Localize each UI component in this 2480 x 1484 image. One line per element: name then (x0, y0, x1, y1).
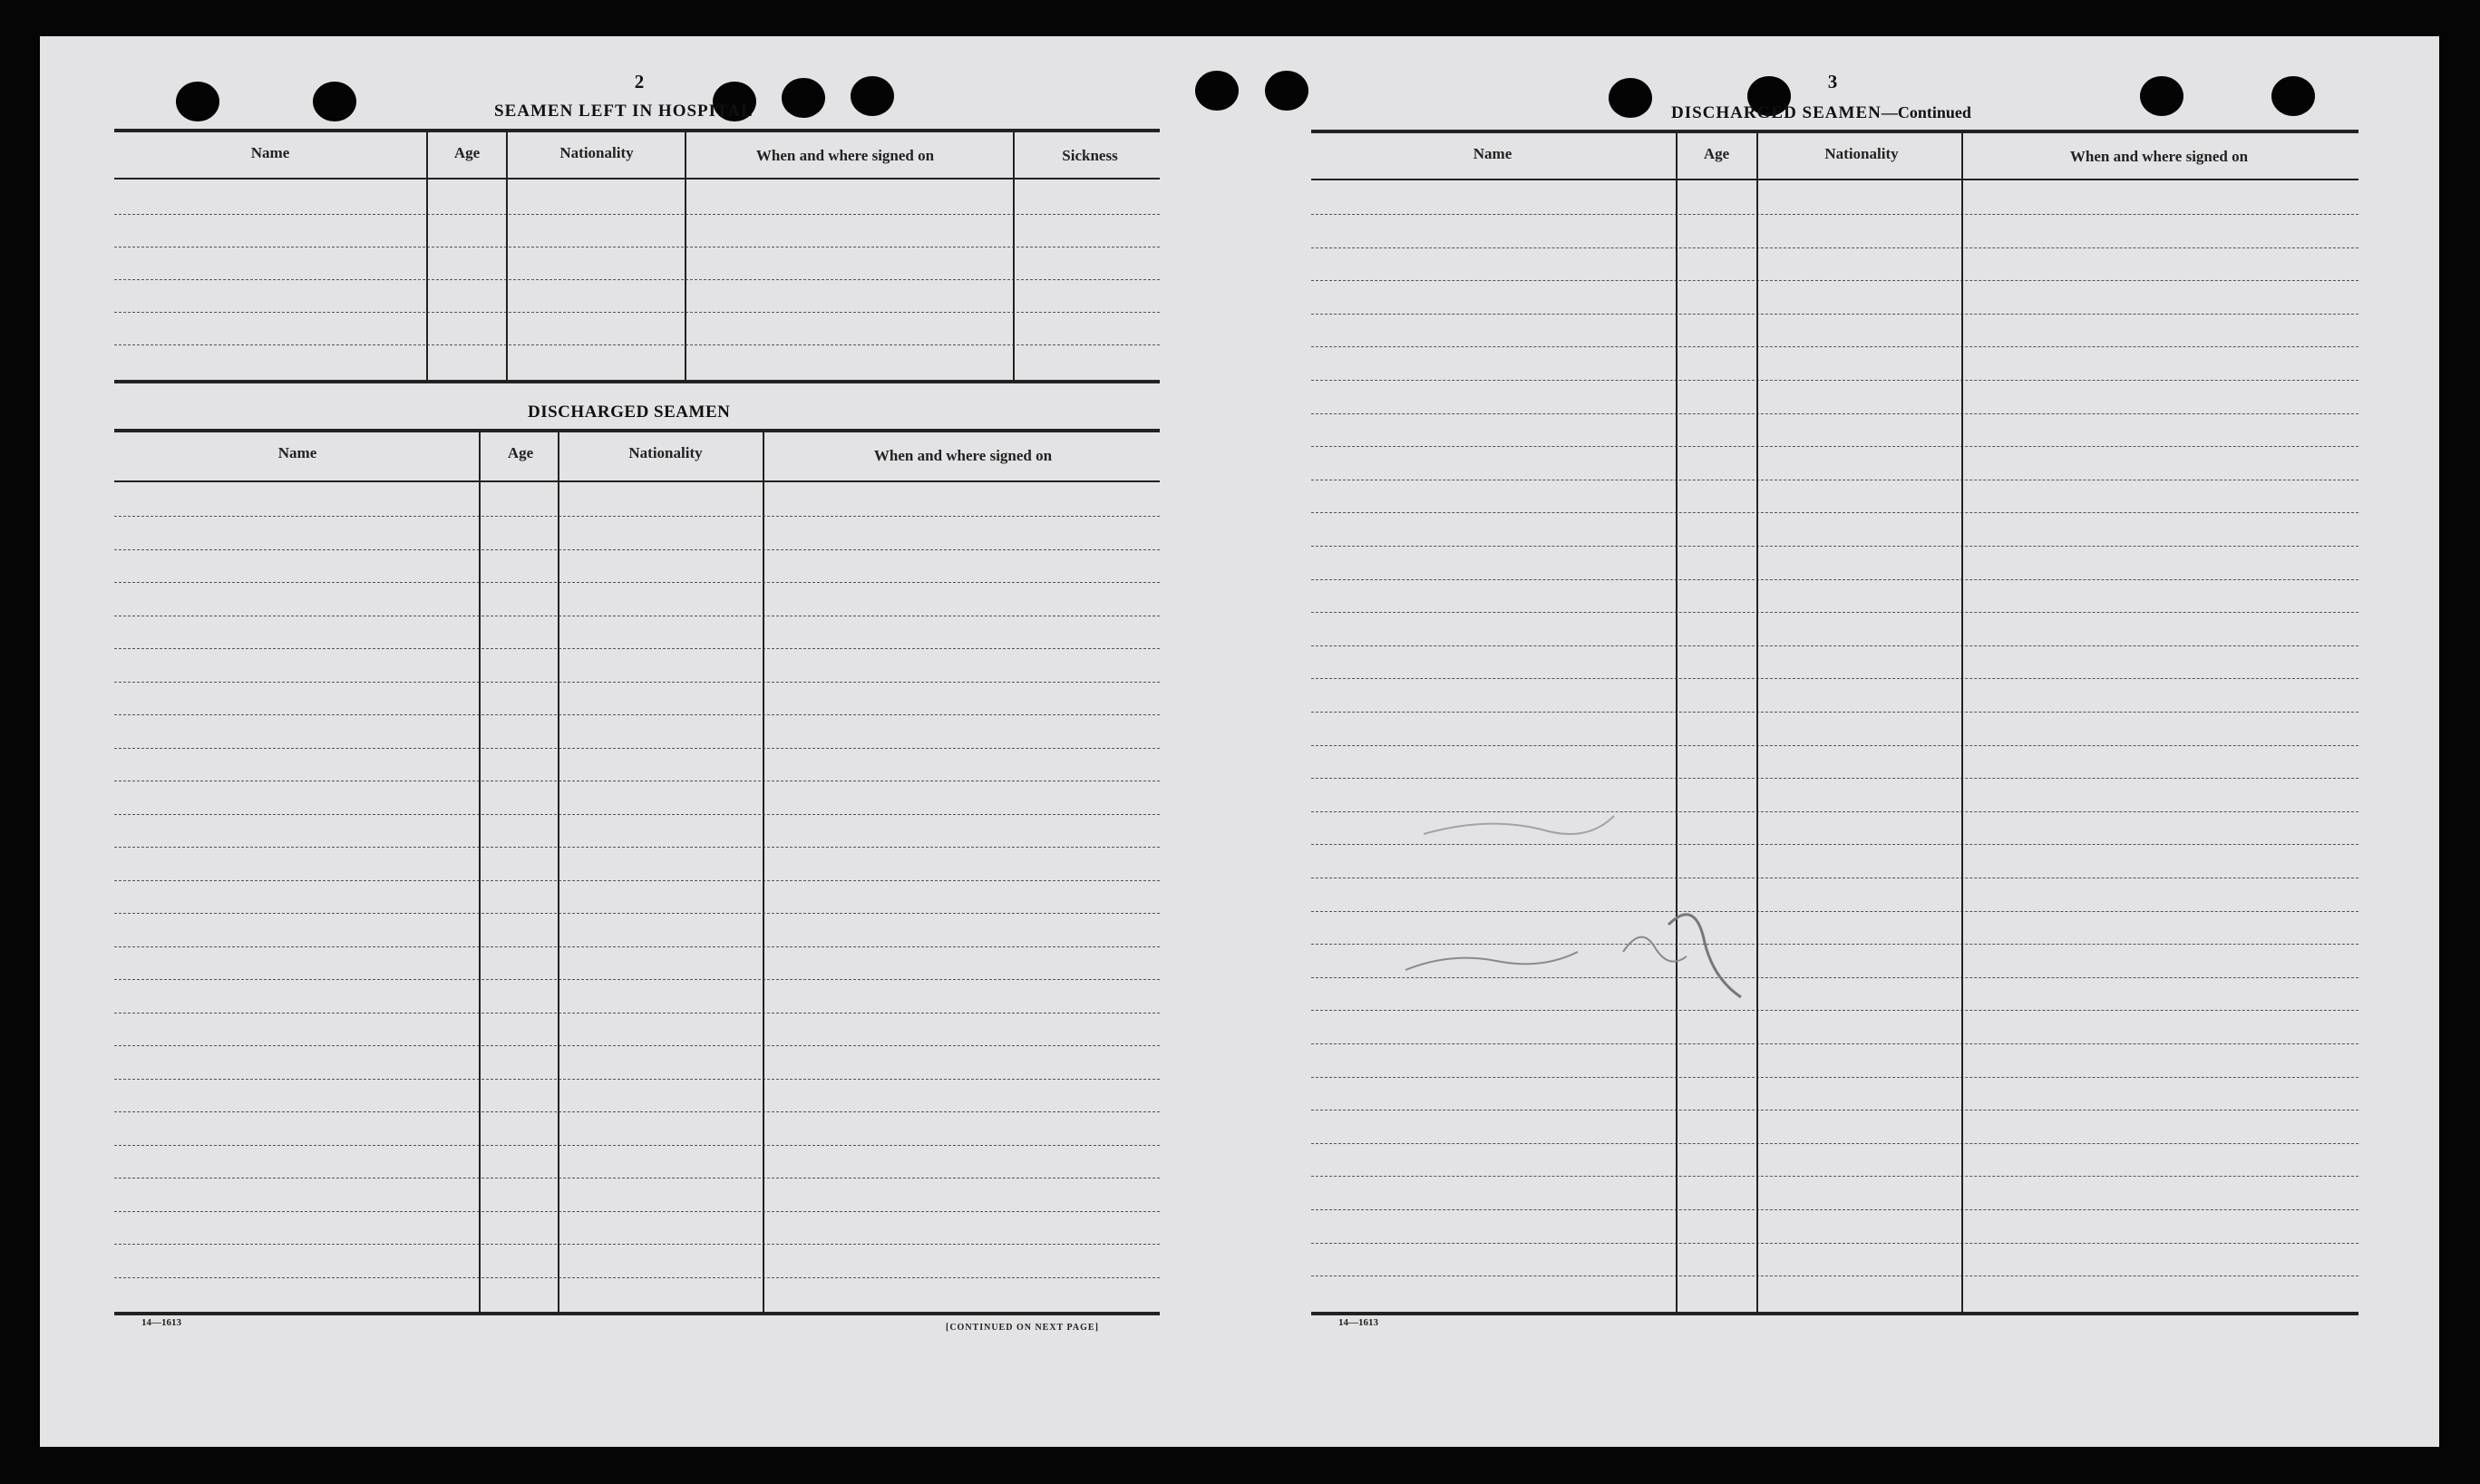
hospital-col-signed-on: When and where signed on (755, 147, 935, 164)
discharged-col-age: Age (507, 444, 534, 461)
hospital-col-age: Age (453, 144, 481, 161)
hospital-col-nationality: Nationality (559, 144, 634, 161)
row-rule (114, 714, 1160, 715)
column-rule (1676, 133, 1678, 1314)
column-rule (506, 132, 508, 382)
punch-hole (1195, 71, 1239, 111)
row-rule (1311, 1077, 2358, 1078)
punch-hole (176, 82, 219, 121)
row-rule (1311, 314, 2358, 315)
row-rule (114, 279, 1160, 280)
hospital-col-name: Name (250, 144, 290, 161)
punch-hole (1265, 71, 1308, 111)
right-col-name: Name (1473, 145, 1512, 162)
column-rule (558, 432, 559, 1314)
row-rule (1311, 745, 2358, 746)
discharged-col-nationality: Nationality (628, 444, 703, 461)
row-rule (114, 913, 1160, 914)
row-rule (1311, 546, 2358, 547)
discharged-table-top-rule (114, 429, 1160, 432)
right-table-top-rule (1311, 130, 2358, 133)
hospital-section-title: SEAMEN LEFT IN HOSPITAL (494, 102, 754, 121)
row-rule (114, 946, 1160, 947)
row-rule (1311, 413, 2358, 414)
row-rule (114, 1211, 1160, 1212)
row-rule (114, 516, 1160, 517)
row-rule (114, 880, 1160, 881)
punch-hole (1609, 78, 1652, 118)
row-rule (1311, 1143, 2358, 1144)
punch-hole (2271, 76, 2315, 116)
row-rule (114, 682, 1160, 683)
right-form-code: 14—1613 (1338, 1317, 1378, 1328)
punch-hole (313, 82, 356, 121)
row-rule (1311, 712, 2358, 713)
row-rule (1311, 247, 2358, 248)
row-rule (114, 214, 1160, 215)
row-rule (114, 1145, 1160, 1146)
row-rule (114, 1277, 1160, 1278)
hospital-table-top-rule (114, 129, 1160, 132)
right-col-signed-on: When and where signed on (2069, 148, 2249, 165)
row-rule (1311, 612, 2358, 613)
column-rule (1756, 133, 1758, 1314)
row-rule (114, 814, 1160, 815)
row-rule (114, 847, 1160, 848)
row-rule (114, 648, 1160, 649)
column-rule (1961, 133, 1963, 1314)
row-rule (114, 312, 1160, 313)
discharged-header-rule (114, 480, 1160, 482)
row-rule (1311, 1110, 2358, 1111)
row-rule (1311, 512, 2358, 513)
right-col-nationality: Nationality (1824, 145, 1899, 162)
hospital-header-rule (114, 178, 1160, 179)
punch-hole (782, 78, 825, 118)
row-rule (1311, 380, 2358, 381)
left-page-number: 2 (634, 71, 645, 92)
row-rule (1311, 678, 2358, 679)
row-rule (1311, 446, 2358, 447)
row-rule (114, 1045, 1160, 1046)
discharged-col-name: Name (277, 444, 317, 461)
right-header-rule (1311, 179, 2358, 180)
row-rule (1311, 1176, 2358, 1177)
row-rule (114, 1013, 1160, 1014)
discharged-table-bottom-rule (114, 1312, 1160, 1315)
row-rule (114, 1111, 1160, 1112)
right-section-title: DISCHARGED SEAMEN—Continued (1671, 103, 1971, 122)
column-rule (426, 132, 428, 382)
row-rule (114, 549, 1160, 550)
column-rule (1013, 132, 1015, 382)
row-rule (1311, 1043, 2358, 1044)
row-rule (1311, 346, 2358, 347)
row-rule (114, 344, 1160, 345)
punch-hole (851, 76, 894, 116)
row-rule (1311, 1243, 2358, 1244)
discharged-col-signed-on: When and where signed on (873, 447, 1053, 464)
right-table-bottom-rule (1311, 1312, 2358, 1315)
row-rule (114, 1079, 1160, 1080)
hospital-col-sickness: Sickness (1062, 147, 1118, 164)
continued-note: [CONTINUED ON NEXT PAGE] (946, 1323, 1099, 1333)
column-rule (479, 432, 481, 1314)
row-rule (1311, 1275, 2358, 1276)
discharged-section-title: DISCHARGED SEAMEN (528, 403, 731, 422)
column-rule (685, 132, 686, 382)
row-rule (114, 582, 1160, 583)
row-rule (1311, 214, 2358, 215)
column-rule (763, 432, 764, 1314)
hospital-table-bottom-rule (114, 380, 1160, 383)
right-page-number: 3 (1827, 71, 1838, 92)
row-rule (1311, 645, 2358, 646)
row-rule (114, 1244, 1160, 1245)
faint-handwriting-mark (1396, 888, 1777, 1015)
row-rule (1311, 1209, 2358, 1210)
left-form-code: 14—1613 (141, 1317, 181, 1328)
punch-hole (2140, 76, 2183, 116)
row-rule (114, 748, 1160, 749)
row-rule (1311, 579, 2358, 580)
row-rule (114, 979, 1160, 980)
right-col-age: Age (1703, 145, 1730, 162)
faint-pencil-mark (1405, 780, 1641, 861)
row-rule (1311, 280, 2358, 281)
row-rule (1311, 778, 2358, 779)
